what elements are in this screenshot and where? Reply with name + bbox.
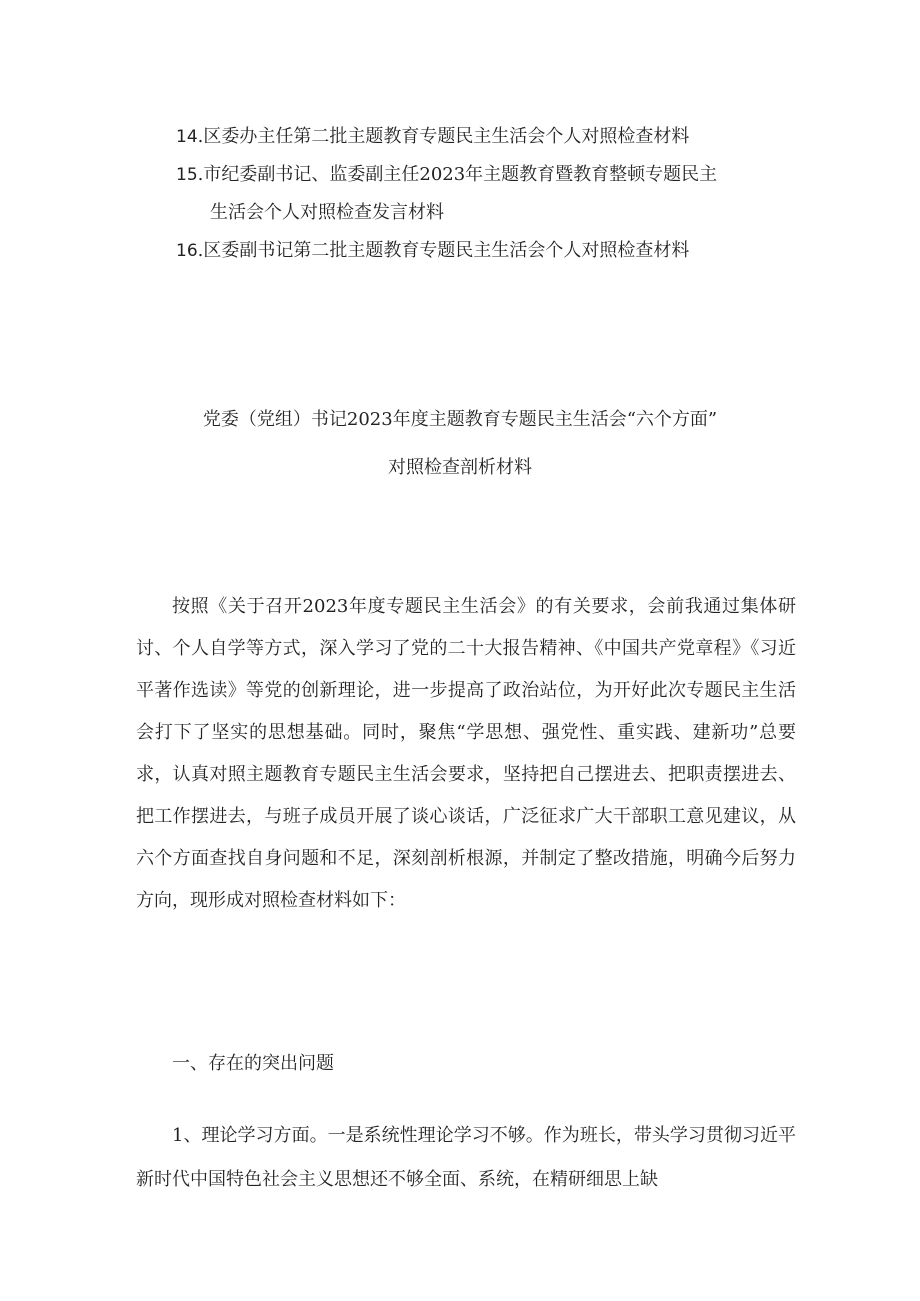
document-title-line1: 党委（党组）书记2023年度主题教育专题民主生活会“六个方面” [202, 409, 718, 430]
toc-item-number: 14 [176, 127, 198, 147]
intro-section [136, 586, 796, 922]
toc-item [176, 232, 816, 270]
theory-section [136, 1114, 796, 1202]
theory-paragraph: 1、理论学习方面。一是系统性理论学习不够。作为班长，带头学习贯彻习近平新时代中国特色社会主义思想还不够全面、系统，在精研细思上缺 [136, 1125, 796, 1190]
document-title-line2: 对照检查剖析材料 [388, 457, 532, 478]
toc-item-number: 16 [176, 241, 198, 261]
table-of-contents [176, 118, 816, 270]
toc-item [176, 118, 816, 156]
toc-item-text: .区委办主任第二批主题教育专题民主生活会个人对照检查材料 [197, 126, 690, 147]
toc-item-number: 15 [176, 165, 198, 185]
section-heading: 一、存在的突出问题 [172, 1053, 334, 1074]
toc-item-text: .市纪委副书记、监委副主任2023年主题教育暨教育整顿专题民主 [197, 164, 718, 185]
intro-paragraph: 按照《关于召开2023年度专题民主生活会》的有关要求，会前我通过集体研讨、个人自学等方式，深入学习了党的二十大报告精神、《中国共产党章程》《习近平著作选读》等党的创新理论，进一步提高了政治站位，为开好此次专题民主生活会打下了坚实的思想基础。同时，聚焦“学思想、强党性、重实践、建新功”总要求，认真对照主题教育专题民主生活会要求，坚持把自己摆进去、把职责摆进去、把工作摆进去，与班子成员开展了谈心谈话，广泛征求广大干部职工意见建议，从六个方面查找自身问题和不足，深刻剖析根源，并制定了整改措施，明确今后努力方向，现形成对照检查材料如下： [136, 596, 796, 911]
toc-item [176, 156, 816, 194]
toc-item-continuation: 生活会个人对照检查发言材料 [210, 202, 444, 223]
toc-item-text: .区委副书记第二批主题教育专题民主生活会个人对照检查材料 [197, 240, 690, 261]
